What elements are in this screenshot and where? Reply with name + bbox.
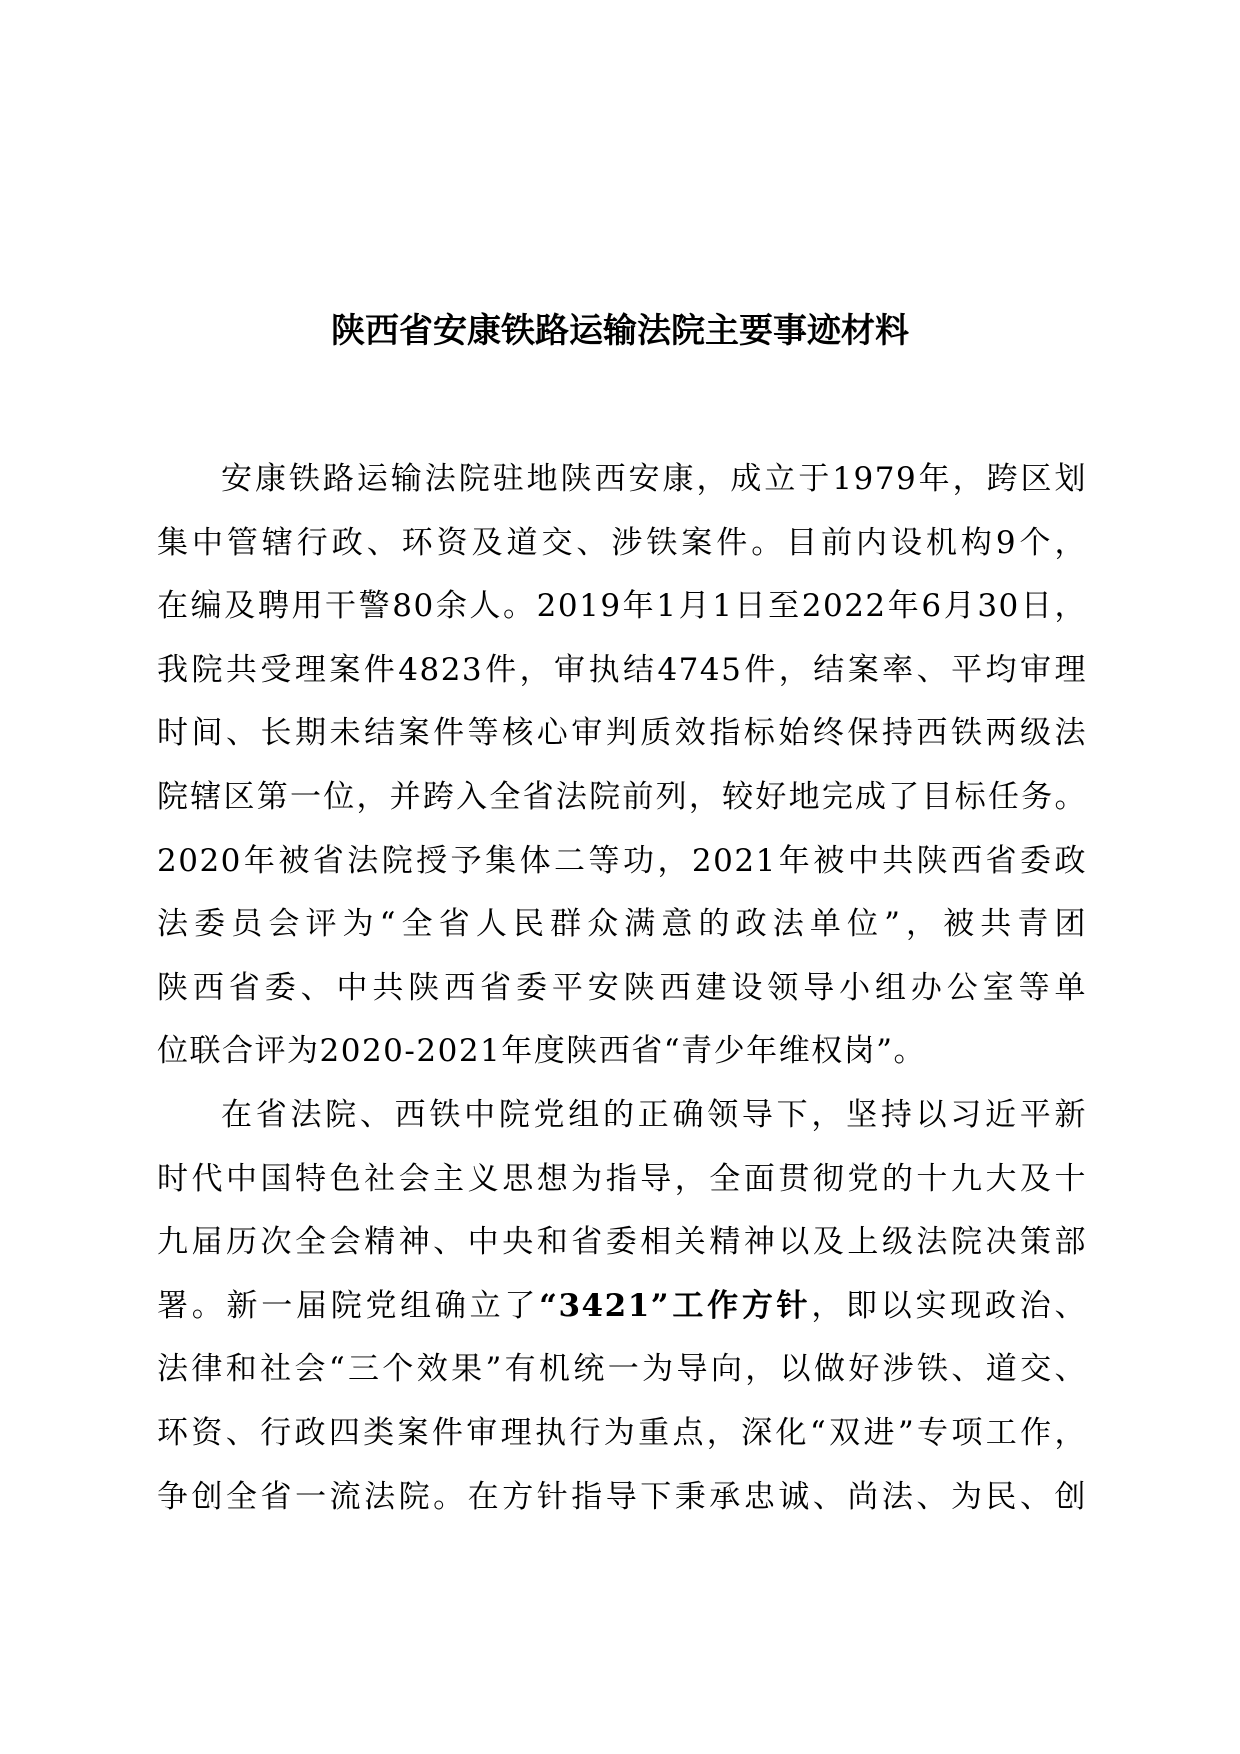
paragraph-line: 位联合评为2020-2021年度陕西省“青少年维权岗”。 — [157, 1033, 926, 1070]
paragraph-line: 院辖区第一位，并跨入全省法院前列，较好地完成了目标任务。 — [157, 778, 1087, 815]
paragraph-2 — [157, 1084, 1087, 1529]
paragraph-1 — [157, 448, 1087, 1084]
paragraph-line: 陕西省委、中共陕西省委平安陕西建设领导小组办公室等单 — [157, 969, 1087, 1006]
paragraph-line: 法委员会评为“全省人民群众满意的政法单位”，被共青团 — [157, 906, 1087, 943]
paragraph-line: 法律和社会“三个效果”有机统一为导向，以做好涉铁、道交、 — [157, 1351, 1087, 1388]
paragraph-line-part: 署。新一届院党组确立了 — [157, 1287, 540, 1324]
paragraph-line: 环资、行政四类案件审理执行为重点，深化“双进”专项工作， — [157, 1414, 1087, 1451]
paragraph-line: 时代中国特色社会主义思想为指导，全面贯彻党的十九大及十 — [157, 1160, 1087, 1197]
document-body — [157, 448, 1087, 1529]
paragraph-line: 争创全省一流法院。在方针指导下秉承忠诚、尚法、为民、创 — [157, 1478, 1087, 1515]
paragraph-line: 2020年被省法院授予集体二等功，2021年被中共陕西省委政 — [157, 842, 1087, 879]
paragraph-line: 时间、长期未结案件等核心审判质效指标始终保持西铁两级法 — [157, 715, 1087, 752]
paragraph-line-part: ，即以实现政治、 — [811, 1287, 1087, 1324]
paragraph-line: 在省法院、西铁中院党组的正确领导下，坚持以习近平新 — [221, 1096, 1087, 1133]
paragraph-line: 集中管辖行政、环资及道交、涉铁案件。目前内设机构9个， — [157, 524, 1087, 561]
paragraph-line: 我院共受理案件4823件，审执结4745件，结案率、平均审理 — [157, 651, 1087, 688]
document-title: 陕西省安康铁路运输法院主要事迹材料 — [331, 311, 909, 351]
paragraph-line: 安康铁路运输法院驻地陕西安康，成立于1979年，跨区划 — [221, 461, 1087, 497]
paragraph-line-with-emphasis — [157, 1275, 1087, 1339]
paragraph-line: 在编及聘用干警80余人。2019年1月1日至2022年6月30日， — [157, 588, 1087, 625]
emphasis-text: “3421”工作方针 — [539, 1287, 812, 1324]
paragraph-line: 九届历次全会精神、中央和省委相关精神以及上级法院决策部 — [157, 1224, 1087, 1261]
